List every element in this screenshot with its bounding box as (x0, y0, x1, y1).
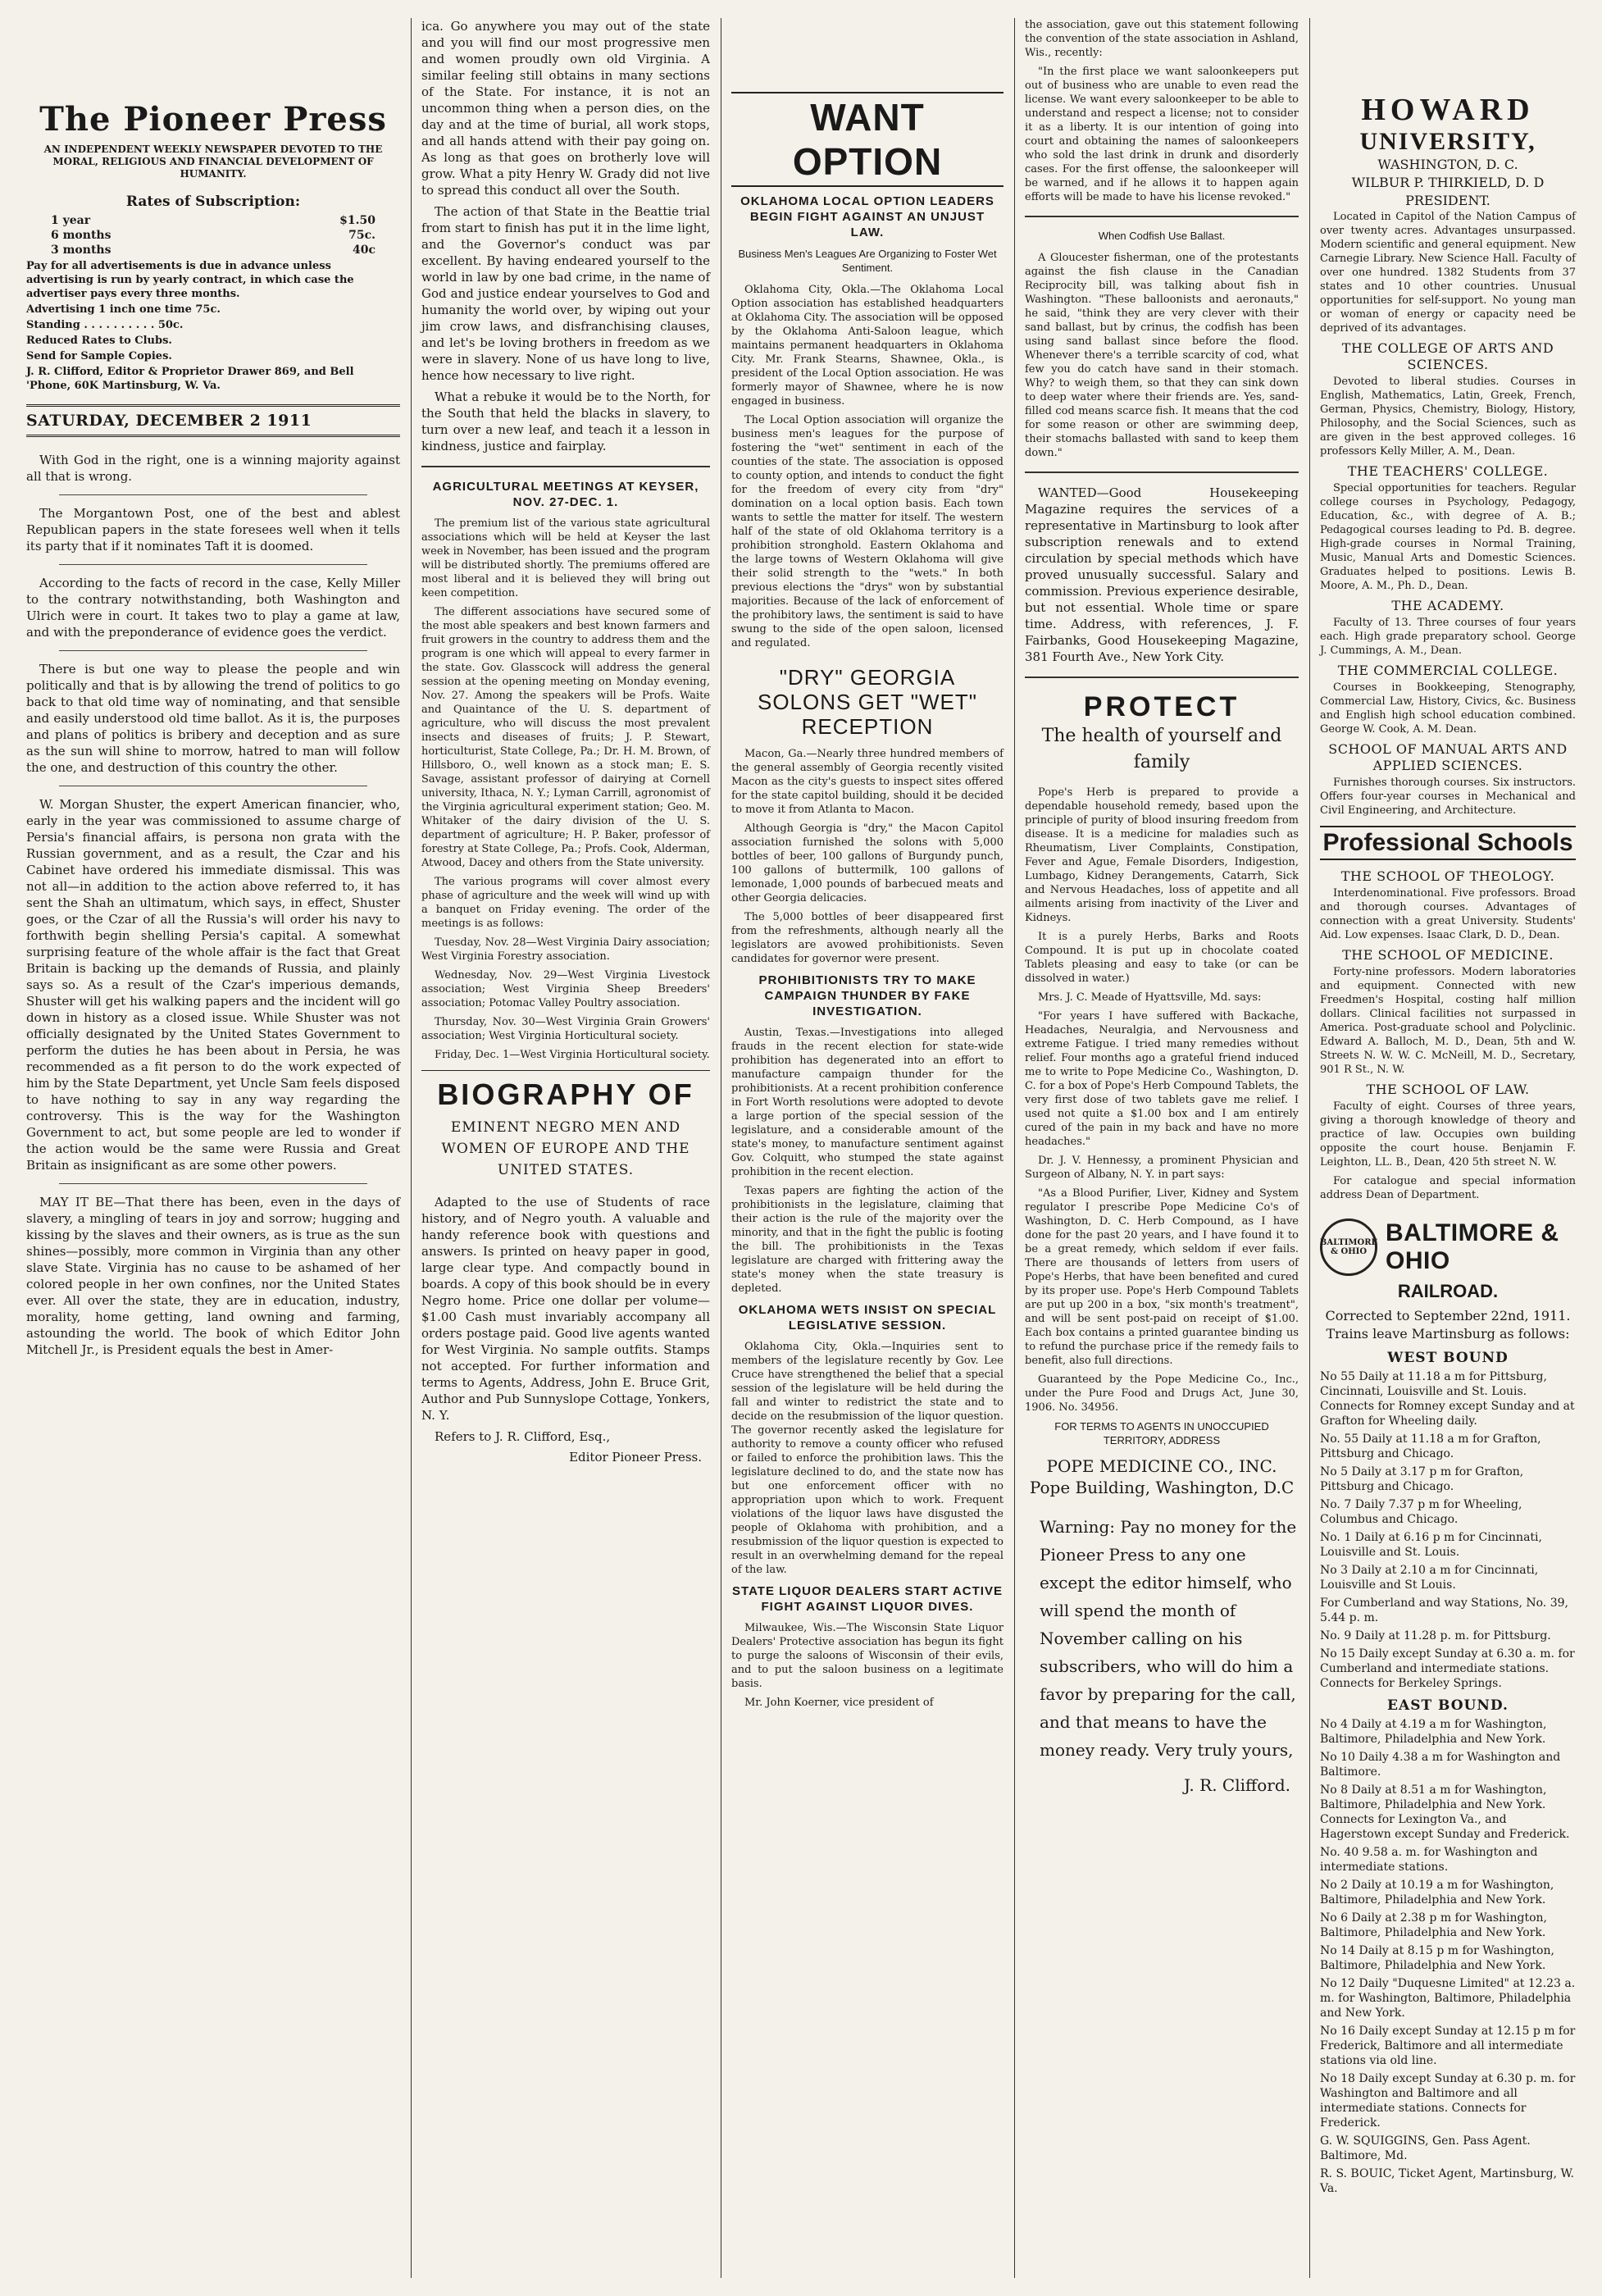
university-heading: UNIVERSITY, (1359, 128, 1536, 155)
pope-company: POPE MEDICINE CO., INC. Pope Building, Washington, D.C (1029, 1456, 1295, 1497)
president-name: WILBUR P. THIRKIELD, D. D (1351, 175, 1545, 190)
column-3 (723, 18, 1012, 2278)
article-paragraph: Thursday, Nov. 30—West Virginia Grain Growers' association; West Virginia Horticultural society. (421, 1016, 710, 1042)
section-heading: THE TEACHERS' COLLEGE. (1347, 463, 1549, 479)
train-entry: No. 9 Daily at 11.28 p. m. for Pittsburg. (1320, 1629, 1551, 1642)
divider (59, 1183, 367, 1184)
rate-row: 6 months 75c. (51, 229, 375, 242)
train-entry: No 55 Daily at 11.18 a m for Pittsburg, Cincinnati, Louisville and St. Louis. Connects for Romney except Sunday and at Grafton for Wheeling daily. (1320, 1370, 1575, 1428)
divider (1025, 676, 1299, 678)
editorial-paragraph: W. Morgan Shuster, the expert American financier, who, early in the year was commissioned to assume charge of Persia's financial affairs, is persona non grata with the Russian government, and as a result, the Czar and his Cabinet have ordered his immediate dismissal. This was not all—in addition to the action above referred to, it has sent the Shah an ultimatum, which says, in effect, Shuster goes, or the Czar of all the Russia's will order his navy to forthwith begin shelling Persia's capital. A somewhat surprising feature of the whole affair is the fact that Great Britain is backing up the demands of Russia, and plainly says so. As a result of the Czar's imperious demands, Shuster will get his walking papers and the incident will go down in history as a closed issue. While Shuster was not officially designated by the United States Government to perform the duties he has been about in Persia, he was recommended as a fit person to do the work expected of him by the State Department, yet Uncle Sam feels disposed to have nothing to say in any way regarding the controversy. This is the way for the Washington Government to act, but some people are led to wonder if the action would be the same were Russia and Great Britain as insignificant as are some other powers. (26, 797, 400, 1173)
warning-signature: J. R. Clifford. (1183, 1775, 1290, 1795)
train-entry: For Cumberland and way Stations, No. 39, 5.44 p. m. (1320, 1597, 1568, 1624)
president-title: PRESIDENT. (1405, 193, 1490, 208)
train-entry: No 5 Daily at 3.17 p m for Grafton, Pittsburg and Chicago. (1320, 1465, 1524, 1493)
article-paragraph: Austin, Texas.—Investigations into alleged frauds in the recent election for state-wide prohibition has degenerated into an effort to manufacture campaign thunder for the prohibitionists. At a recent prohibition conference in Fort Worth resolutions were adopted to devote a large portion of the special session of the legislature, and a considerable amount of the state's money, to manufacture sentiment against Gov. Colquitt, who stumped the state against prohibition in the recent election. (731, 1027, 1004, 1178)
editorial-paragraph: There is but one way to please the people and win politically and that is by allowing the trend of politics to go back to that old time way of nominating, and that sensible and easily understood old time ballot. As it is, the purposes and plans of politics is bribery and deception and as sure as the sun will shine to morrow, hatred to man will follow the one, and destruction of this country the other. (26, 662, 400, 775)
rate-row: 3 months 40c (51, 244, 375, 257)
editorial-paragraph: According to the facts of record in the case, Kelly Miller to the contrary notwithstanding, both Washington and Ulrich were in court. It takes two to play a game at law, and with the preponderance of evidence goes the verdict. (26, 576, 400, 640)
divider (421, 466, 710, 467)
standing-line: Standing . . . . . . . . . . 50c. (26, 319, 184, 331)
advert-paragraph: Located in Capitol of the Nation Campus of over twenty acres. Advantages unsurpassed. Modern scientific and general equipment. New Carnegie Library. New Science Hall. Faculty of over one hundred. 1382 Students from 37 states and 10 other countries. Unusual opportunities for self-support. No young man or woman of energy or capacity need be deprived of its advantages. (1320, 211, 1576, 335)
editor-line: J. R. Clifford, Editor & Proprietor Drawer 869, and Bell 'Phone, 60K Martinsburg, W. Va. (26, 366, 354, 392)
editorial-paragraph: ica. Go anywhere you may out of the state and you will find our most progressive men and women proudly own old Virginia. A similar feeling still obtains in many sections of the State. For instance, it is not an uncommon thing when a person dies, on the day and at the time of burial, all work stops, and all hands attend with their pay going on. As long as that goes on brotherly love will grow. What a pity Henry W. Grady did not live to spread this conduct all over the South. (421, 19, 710, 198)
section-paragraph: Faculty of 13. Three courses of four years each. High grade preparatory school. George J. Cummings, A. M., Dean. (1320, 617, 1576, 657)
railroad-name: BALTIMORE & OHIO (1386, 1219, 1559, 1274)
section-paragraph: Forty-nine professors. Modern laboratories and equipment. Connected with new Freedmen's Hospital, costing half million dollars. Clinical facilities not surpassed in America. Post-graduate school and Polyclinic. Edward A. Balloch, M. D., Dean, 5th and W. Streets N. W. W. C. McNeill, M. D., Secretary, 901 R St., N. W. (1320, 966, 1576, 1076)
terms-text: Pay for all advertisements is due in advance unless advertising is run by yearly contract, in which case the advertiser pays every three months. (26, 260, 354, 300)
article-paragraph: Milwaukee, Wis.—The Wisconsin State Liquor Dealers' Protective association has begun its fight to purge the saloons of Wisconsin of their evils, and to put the saloon business on a legitimate basis. (731, 1622, 1004, 1690)
professional-schools-heading: Professional Schools (1320, 826, 1576, 860)
divider (59, 494, 367, 495)
article-deck: Business Men's Leagues Are Organizing to Foster Wet Sentiment. (738, 248, 997, 274)
article-paragraph: Texas papers are fighting the action of the prohibitionists in the legislature, claiming that their action is the rule of the majority over the minority, and that in the fight the public is footing the bill. The prohibitionists in the Texas legislature are charged with frittering away the state's money when the state treasury is depleted. (731, 1185, 1004, 1295)
article-headline: OKLAHOMA WETS INSIST ON SPECIAL LEGISLATIVE SESSION. (738, 1303, 997, 1332)
railroad-logo (1320, 1219, 1576, 1276)
article-paragraph: The various programs will cover almost every phase of agriculture and the week will wind up with a banquet on Friday evening. The order of the meetings is as follows: (421, 876, 710, 930)
divider (1025, 472, 1299, 473)
section-paragraph: Faculty of eight. Courses of three years, giving a thorough knowledge of theory and practice of law. Occupies own building opposite the court house. Benjamin F. Leighton, LL. B., Dean, 420 5th street N. W. (1320, 1100, 1576, 1168)
section-heading: THE SCHOOL OF LAW. (1366, 1082, 1530, 1097)
train-entry: No 16 Daily except Sunday at 12.15 p m for Frederick, Baltimore and all intermediate stations via old line. (1320, 2025, 1576, 2067)
article-headline: AGRICULTURAL MEETINGS AT KEYSER, NOV. 27-DEC. 1. (432, 480, 699, 509)
article-paragraph: Although Georgia is "dry," the Macon Capitol association furnished the solons with 5,000 bottles of beer, 100 gallons of Burgundy punch, 100 gallons of buttermilk, 100 gallons of lemonade, 1,000 pounds of barbecued meats and other Georgia delicacies. (731, 822, 1004, 904)
article-headline: STATE LIQUOR DEALERS START ACTIVE FIGHT AGAINST LIQUOR DIVES. (732, 1584, 1003, 1614)
column-5 (1312, 18, 1584, 2278)
section-paragraph: Interdenominational. Five professors. Broad and thorough courses. Advantages of connection with a great University. Students' Aid. Low expenses. Isaac Clark, D. D., Dean. (1320, 887, 1576, 941)
section-heading: THE SCHOOL OF THEOLOGY. (1340, 868, 1555, 884)
editorial-paragraph: MAY IT BE—That there has been, even in the days of slavery, a mingling of tears in joy and sorrow; hugging and kissing by the slaves and their owners, as is true as the sun shines—possibly, more common in Virginia than any other slave State. Virginia has no cause to be ashamed of her colored people in her own confines, nor the United States ever. All over the state, they are in education, industry, morality, home getting, land owning and farming, astounding the world. The book of which Editor John Mitchell Jr., is President equals the best in Amer- (26, 1195, 400, 1357)
advert-refer: Refers to J. R. Clifford, Esq., (435, 1429, 611, 1444)
rates-heading: Rates of Subscription: (125, 194, 301, 210)
train-entry: No 2 Daily at 10.19 a m for Washington, Baltimore, Philadelphia and New York. (1320, 1879, 1554, 1906)
section-paragraph: Furnishes thorough courses. Six instructors. Offers four-year courses in Mechanical and Civil Engineering, and Architecture. (1320, 777, 1576, 817)
train-entry: No 4 Daily at 4.19 a m for Washington, Baltimore, Philadelphia and New York. (1320, 1718, 1547, 1746)
agent-line: R. S. BOUIC, Ticket Agent, Martinsburg, W. Va. (1320, 2167, 1574, 2195)
column-rule (1309, 18, 1310, 2278)
east-bound-heading: EAST BOUND. (1387, 1697, 1509, 1714)
column-1 (18, 18, 408, 2278)
article-paragraph: Mr. John Koerner, vice president of (744, 1697, 934, 1709)
warning-notice: Warning: Pay no money for the Pioneer Press to any one except the editor himself, who will spend the month of November calling on his subscribers, who will do him a favor by preparing for the call, and that means to have the money ready. Very truly yours, (1040, 1517, 1297, 1760)
clubs-line: Reduced Rates to Clubs. (26, 335, 172, 347)
article-paragraph: The premium list of the various state agricultural associations which will be held at Keyser the last week in November, has been issued and the program will be distributed shortly. The premiums offered are most liberal and it is believed they will bring out keen competition. (421, 517, 710, 599)
article-headline: When Codfish Use Ballast. (1098, 230, 1226, 242)
article-headline: PROHIBITIONISTS TRY TO MAKE CAMPAIGN THUNDER BY FAKE INVESTIGATION. (758, 973, 976, 1018)
train-entry: No 6 Daily at 2.38 p m for Washington, Baltimore, Philadelphia and New York. (1320, 1911, 1548, 1939)
wanted-advert: WANTED—Good Housekeeping Magazine requires the services of a representative in Martinsburg to look after subscription renewals and to extend circulation by special methods which have proved unusually successful. Salary and commission. Previous experience desirable, but not essential. Whole time or spare time. Address, with references, J. F. Fairbanks, Good Housekeeping Magazine, 381 Fourth Ave., New York City. (1025, 485, 1299, 664)
advert-paragraph: Adapted to the use of Students of race history, and of Negro youth. A valuable and handy reference book with questions and answers. Is printed on heavy paper in good, large clear type. And compactly bound in boards. A copy of this book should be in every Negro home. Price one dollar per volume—$1.00 Cash must invariably accompany all orders postage paid. Good live agents wanted for West Virginia. No sample outfits. Stamps not accepted. For further information and terms to Agents, Address, John E. Bruce Grit, Author and Pub Sunnyslope Cottage, Yonkers, N. Y. (421, 1195, 710, 1423)
editorial-paragraph: The action of that State in the Beattie trial from start to finish has put it in the lime light, and the Governor's conduct was par excellent. By having endeared yourself to the world in law by one bad crime, in the name of God and justice endear yourselves to God and humanity the world over, by wiping out your jim crow laws, and disfranchising clauses, and let's be loving brothers in freedom as we were in slavery. None of us have long to live, hence how necessary to live right. (421, 204, 710, 383)
masthead-subtitle: AN INDEPENDENT WEEKLY NEWSPAPER DEVOTED TO THE MORAL, RELIGIOUS AND FINANCIAL DEVELOPMENT OF HUMANITY. (43, 144, 383, 180)
column-4 (1017, 18, 1307, 2278)
schedule-corrected: Corrected to September 22nd, 1911. (1325, 1308, 1571, 1323)
biography-subtitle: EMINENT NEGRO MEN AND WOMEN OF EUROPE AND THE UNITED STATES. (441, 1119, 690, 1178)
section-paragraph: Devoted to liberal studies. Courses in English, Mathematics, Latin, Greek, French, German, Physics, Chemistry, Biology, History, Philosophy, and the Social Sciences, such as are given in the best approved colleges. 16 professors Kelly Miller, A. M., Dean. (1320, 376, 1576, 458)
biography-headline: BIOGRAPHY OF (421, 1070, 710, 1112)
advert-paragraph: Pope's Herb is prepared to provide a dependable household remedy, based upon the principle of purity of blood insuring freedom from disease. It is a medicine for maladies such as Rheumatism, Liver Complaints, Constipation, Fever and Ague, Female Disorders, Indigestion, Lumbago, Kidney Derangements, Catarrh, Sick and Nervous Headaches, loss of appetite and all ailments arising from inactivity of the Liver and Kidneys. (1025, 786, 1299, 924)
howard-heading: HOWARD (1361, 93, 1535, 127)
issue-date: SATURDAY, DECEMBER 2 1911 (26, 404, 400, 437)
editorial-paragraph: What a rebuke it would be to the North, for the South that held the blacks in slavery, to turn over a new leaf, and teach it a lesson in kindness, justice and fairplay. (421, 390, 710, 453)
divider (1025, 216, 1299, 217)
advert-paragraph: Mrs. J. C. Meade of Hyattsville, Md. says: (1038, 991, 1262, 1004)
divider (59, 650, 367, 651)
rate-row: 1 year $1.50 (51, 214, 375, 227)
train-entry: No. 55 Daily at 11.18 a m for Grafton, Pittsburg and Chicago. (1320, 1433, 1541, 1460)
advert-paragraph: "As a Blood Purifier, Liver, Kidney and System regulator I prescribe Pope Medicine Co's of Washington, D. C. Herb Compound, as I have done for the past 20 years, and I have found it to be a great remedy, which seldom if ever fails. There are thousands of letters from users of Pope's Herbs, that have been benefited and cured by its proper use. Pope's Herb Compound Tablets are put up 200 in a box, "six month's treatment", and will be sent post-paid on receipt of $1.00. Each box contains a printed guarantee binding us to refund the purchase price if the remedy fails to benefit, also full directions. (1025, 1187, 1299, 1367)
advert-headline: PROTECT (1083, 691, 1240, 722)
train-entry: No 3 Daily at 2.10 a m for Cincinnati, Louisville and St Louis. (1320, 1564, 1539, 1592)
article-paragraph: The different associations have secured some of the most able speakers and best known farmers and fruit growers in the country to address them and the program is one which will appeal to every farmer in the state. Gov. Glasscock will address the general session at the opening meeting on Monday evening, Nov. 27. Among the speakers will be Profs. Waite and Quaintance of the U. S. department of agriculture, who will discuss the most prevalent insects and diseases of fruits; J. P. Stewart, horticulturist, State College, Pa.; Dr. H. M. Brown, of Hillsboro, O., well known as a stock man; E. S. Savage, assistant professor of dairying at Cornell university, Ithaca, N. Y.; Lyman Carrill, agronomist of the Virginia agricultural experiment station; Geo. M. Whitaker of the dairy division of the U. S. department of agriculture; H. P. Baker, professor of forestry at State College, Pa.; Profs. Cook, Alderman, Atwood, Dacey and others from the State university. (421, 606, 710, 869)
newspaper-page (18, 18, 1584, 2278)
schedule-intro: Trains leave Martinsburg as follows: (1326, 1326, 1570, 1342)
section-heading: THE COLLEGE OF ARTS AND SCIENCES. (1341, 340, 1554, 372)
advert-subhead: The health of yourself and family (1041, 726, 1282, 772)
section-paragraph: Special opportunities for teachers. Regular college courses in Psychology, Pedagogy, Education, &c., with degree of A. B.; Pedagogical courses leading to Pd. B. degree. High-grade courses in Normal Training, Music, Manual Arts and Domestic Sciences. Graduates helped to positions. Lewis B. Moore, A. M., Ph. D., Dean. (1320, 482, 1576, 592)
advert-paragraph: "For years I have suffered with Backache, Headaches, Neuralgia, and Nervousness and extreme Fatigue. I tried many remedies without relief. Four months ago a grateful friend induced me to write to Pope Medicine Co., Washington, D. C. for a box of Pope's Herb Compound Tablets, the very first dose of two tablets gave me relief. I used not quite a $1.00 box and I am entirely cured of the pain in my back and have no more headaches." (1025, 1010, 1299, 1148)
advert-paragraph: It is a purely Herbs, Barks and Roots Compound. It is put up in chocolate coated Tablets pleasing and easy to take (or can be dissolved in water.) (1025, 931, 1299, 985)
train-entry: No 8 Daily at 8.51 a m for Washington, Baltimore, Philadelphia and New York. Connects for Lexington Va., and Hagerstown except Sunday and Frederick. (1320, 1784, 1570, 1841)
article-paragraph: The Local Option association will organize the business men's leagues for the purpose of fostering the "wet" sentiment in each of the counties of the state. The association is opposed to county option, and intends to conduct the fight for the freedom of every city from "dry" domination on a local option basis. Each town wants to settle the matter for itself. The western half of the state of old Oklahoma territory is a prohibition stronghold. Eastern Oklahoma and the large towns of Western Oklahoma will give their solid strength to the "wets." In both previous elections the "drys" won by substantial majorities. Because of the lack of enforcement of the prohibitory laws, the sentiment is said to have swung to the side of the open saloon, licensed and regulated. (731, 414, 1004, 649)
section-paragraph: Courses in Bookkeeping, Stenography, Commercial Law, History, Civics, &c. Business and English high school education combined. George W. Cook, A. M. Dean. (1320, 681, 1576, 736)
railroad-label: RAILROAD. (1397, 1281, 1499, 1301)
catalog-note: For catalogue and special information address Dean of Department. (1320, 1175, 1576, 1201)
train-entry: No 14 Daily at 8.15 p m for Washington, Baltimore, Philadelphia and New York. (1320, 1944, 1554, 1972)
article-paragraph: Oklahoma City, Okla.—The Oklahoma Local Option association has established headquarters at Oklahoma City. The association will be opposed by the Oklahoma Anti-Saloon league, which maintains permanent headquarters in Oklahoma City. Mr. Frank Stearns, Shawnee, Okla., is president of the Local Option association. He was formerly mayor of Shawnee, where he is now engaged in business. (731, 284, 1004, 408)
article-paragraph: "In the first place we want saloonkeepers put out of business who are unable to even read the license. We want every saloonkeeper to be able to understand and respect a license; not to consider it as a liberty. It is our intention of going into court and obtaining the names of saloonkeepers who sold the last drink in drunk and disorderly cases. For the first offense, the saloonkeeper will be warned, and if he allows it to happen again efforts will be made to have his license revoked." (1025, 66, 1299, 203)
agent-line: G. W. SQUIGGINS, Gen. Pass Agent. Baltimore, Md. (1320, 2134, 1531, 2162)
train-entry: No. 1 Daily at 6.16 p m for Cincinnati, Louisville and St. Louis. (1320, 1531, 1542, 1559)
advert-paragraph: Dr. J. V. Hennessy, a prominent Physician and Surgeon of Albany, N. Y. in part says: (1025, 1155, 1299, 1181)
editorial-paragraph: With God in the right, one is a winning majority against all that is wrong. (26, 453, 400, 484)
university-city: WASHINGTON, D. C. (1377, 157, 1518, 172)
article-paragraph: Tuesday, Nov. 28—West Virginia Dairy association; West Virginia Forestry association. (421, 936, 710, 963)
article-headline: "DRY" GEORGIA SOLONS GET "WET" RECEPTION (757, 665, 977, 739)
advert-paragraph: Guaranteed by the Pope Medicine Co., Inc., under the Pure Food and Drugs Act, June 30, 1906. No. 34956. (1025, 1374, 1299, 1414)
advert-line: Advertising 1 inch one time 75c. (26, 303, 221, 316)
agent-terms: FOR TERMS TO AGENTS IN UNOCCUPIED TERRITORY, ADDRESS (1054, 1420, 1269, 1446)
sample-line: Send for Sample Copies. (26, 350, 172, 362)
column-rule (411, 18, 412, 2278)
column-rule (1014, 18, 1015, 2278)
masthead-title: The Pioneer Press (39, 100, 387, 139)
train-entry: No 10 Daily 4.38 a m for Washington and Baltimore. (1320, 1751, 1561, 1779)
column-2 (413, 18, 718, 2278)
article-paragraph: A Gloucester fisherman, one of the protestants against the fish clause in the Canadian Reciprocity bill, was talking about fish in Washington. "These balloonists and aeronauts," he said, "think they are very clever with their sand ballast, but by crinus, the codfish has been using sand ballast since before the flood. Whenever there's a terrible scarcity of cod, what few you do catch have sand in their stomach. Why? to weigh them, so that they can sink down to deep water where their friends are. Yes, sand-filled cod means scarce fish. It means that the cod for some reason or other are swimming deep, their stomachs ballasted with sand to keep them down." (1025, 252, 1299, 459)
article-paragraph: The 5,000 bottles of beer disappeared first from the refreshments, although nearly all the legislators are avowed prohibitionists. Seven candidates for governor were present. (731, 911, 1004, 965)
editorial-paragraph: The Morgantown Post, one of the best and ablest Republican papers in the state foresees well when it tells its party that if it nominates Taft it is doomed. (26, 506, 400, 554)
section-heading: THE SCHOOL OF MEDICINE. (1342, 947, 1554, 963)
article-paragraph: Friday, Dec. 1—West Virginia Horticultural society. (435, 1049, 710, 1061)
section-heading: THE COMMERCIAL COLLEGE. (1337, 663, 1559, 678)
advert-signature: Editor Pioneer Press. (569, 1450, 702, 1465)
train-entry: No 12 Daily "Duquesne Limited" at 12.23 a. m. for Washington, Baltimore, Philadelphia and New York. (1320, 1977, 1576, 2020)
divider (59, 564, 367, 565)
railroad-seal-icon: BALTIMORE & OHIO (1320, 1219, 1377, 1276)
train-entry: No 15 Daily except Sunday at 6.30 a. m. for Cumberland and intermediate stations. Connects for Berkeley Springs. (1320, 1647, 1575, 1690)
section-heading: SCHOOL OF MANUAL ARTS AND APPLIED SCIENCES. (1328, 741, 1568, 773)
article-headline: WANT OPTION (731, 92, 1004, 187)
article-paragraph: Wednesday, Nov. 29—West Virginia Livestock association; West Virginia Sheep Breeders' association; Potomac Valley Poultry association. (421, 969, 710, 1009)
train-entry: No. 7 Daily 7.37 p m for Wheeling, Columbus and Chicago. (1320, 1498, 1522, 1526)
section-heading: THE ACADEMY. (1391, 598, 1504, 613)
train-entry: No 18 Daily except Sunday at 6.30 p. m. for Washington and Baltimore and all intermediate stations. Connects for Frederick. (1320, 2072, 1576, 2130)
west-bound-heading: WEST BOUND (1387, 1350, 1509, 1366)
article-subhead: OKLAHOMA LOCAL OPTION LEADERS BEGIN FIGHT AGAINST AN UNJUST LAW. (740, 194, 994, 239)
article-paragraph: Oklahoma City, Okla.—Inquiries sent to members of the legislature recently by Gov. Lee Cruce have strengthened the belief that a special session of the legislature will be held during the fall and winter to redistrict the state and to decide on the resubmission of the liquor question. The governor recently asked the legislature for authority to remove a county officer who refused or failed to enforce the prohibition laws. This the legislature declined to do, and the state now has but one enforcement officer with no appropriation upon which to work. Frequent violations of the liquor laws have disgusted the people of Oklahoma with prohibition, and a resubmission of the liquor question is expected to result in an overwhelming demand for the repeal of the law. (731, 1341, 1004, 1576)
article-paragraph: Macon, Ga.—Nearly three hundred members of the general assembly of Georgia recently visited Macon as the city's guests to inspect sites offered for the state capitol building, should it be decided to move it from Atlanta to Macon. (731, 748, 1004, 816)
article-paragraph: the association, gave out this statement following the convention of the state association in Ashland, Wis., recently: (1025, 19, 1299, 59)
train-entry: No. 40 9.58 a. m. for Washington and intermediate stations. (1320, 1846, 1538, 1874)
